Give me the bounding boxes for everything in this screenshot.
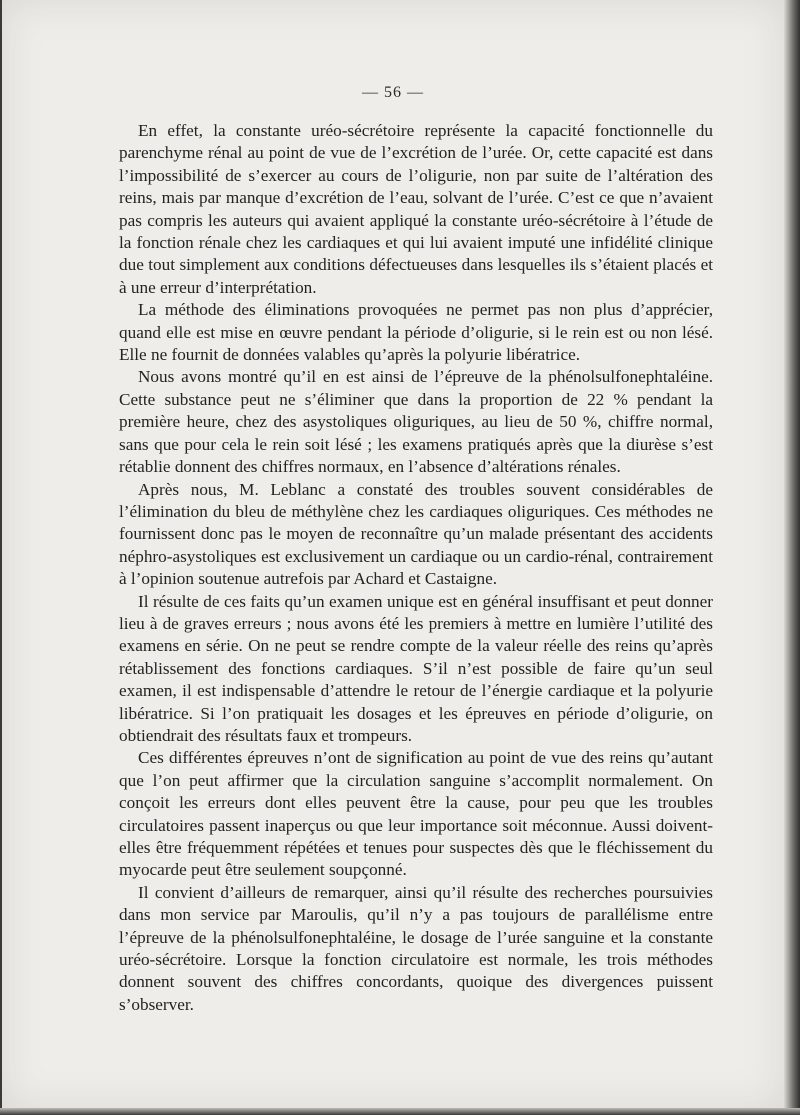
book-page — [2, 0, 784, 1110]
paragraph-4: Après nous, M. Leblanc a constaté des troubles souvent considérables de l’élimination du bleu de méthylène chez les cardiaques oliguriques. Ces méthodes ne fournissent donc pas le moyen de reconnaître qu’un malade présentant des accidents néphro-asystoliques est exclusivement un cardiaque ou un cardio-rénal, contrairement à l’opinion soutenue autrefois par Achard et Castaigne. — [119, 479, 713, 589]
body-text — [119, 120, 713, 1016]
paragraph-6: Ces différentes épreuves n’ont de signification au point de vue des reins qu’autant que l’on peut affirmer que la circulation sanguine s’accomplit normalement. On conçoit les erreurs dont elles peuvent être la cause, pour peu que les troubles circulatoires passent inaperçus ou que leur importance soit méconnue. Aussi doivent-elles être fréquemment répétées et tenues pour suspectes dès que le fléchissement du myocarde peut être seulement soupçonné. — [119, 748, 713, 880]
paragraph-3: Nous avons montré qu’il en est ainsi de l’épreuve de la phénolsulfonephtaléine. Cette substance peut ne s’éliminer que dans la proportion de 22 %​ pendant la première heure, chez des asystoliques oliguriques, au lieu de 50 %, chiffre normal, sans que pour cela le rein soit lésé ; les examens pratiqués après que la diurèse s’est rétablie donnent des chiffres normaux, en l’absence d’altérations rénales. — [119, 367, 713, 477]
paragraph-7: Il convient d’ailleurs de remarquer, ainsi qu’il résulte des recherches poursuivies dans mon service par Maroulis, qu’il n’y a pas toujours de parallélisme entre l’épreuve de la phénolsulfonephtaléine, le dosage de l’urée sanguine et la constante uréo-sécrétoire. Lorsque la fonction circulatoire est normale, les trois méthodes donnent souvent des chiffres concordants, quoique des divergences puissent s’observer. — [119, 882, 713, 1014]
page-number: — 56 — — [362, 84, 424, 101]
page-edge-shadow — [784, 0, 800, 1115]
paragraph-5: Il résulte de ces faits qu’un examen unique est en général insuffisant et peut donner lieu à de graves erreurs ; nous avons été les premiers à mettre en lumière l’utilité des examens en série. On ne peut se rendre compte de la valeur réelle des reins qu’après rétablissement des fonctions cardiaques. S’il n’est possible de faire qu’un seul examen, il est indispensable d’attendre le retour de l’énergie cardiaque et la polyurie libératrice. Si l’on pratiquait les dosages et les épreuves en période d’oligurie, on obtiendrait des résultats faux et trompeurs. — [119, 591, 713, 745]
paragraph-1: En effet, la constante uréo-sécrétoire représente la capacité fonctionnelle du parenchyme rénal au point de vue de l’excrétion de l’urée. Or, cette capacité est dans l’impossibilité de s’exercer au cours de l’oligurie, non par suite de l’altération des reins, mais par manque d’excrétion de l’eau, solvant de l’urée. C’est ce que n’avaient pas compris les auteurs qui avaient appliqué la constante uréo-sécrétoire à l’étude de la fonction rénale chez les cardiaques et qui lui avaient imputé une infidélité clinique due tout simplement aux conditions défectueuses dans lesquelles ils s’étaient placés et à une erreur d’interprétation. — [119, 121, 713, 297]
page-bottom-shadow — [0, 1108, 800, 1115]
paragraph-2: La méthode des éliminations provoquées ne permet pas non plus d’apprécier, quand elle est mise en œuvre pendant la période d’oligurie, si le rein est ou non lésé. Elle ne fournit de données valables qu’après la polyurie libératrice. — [119, 300, 713, 365]
